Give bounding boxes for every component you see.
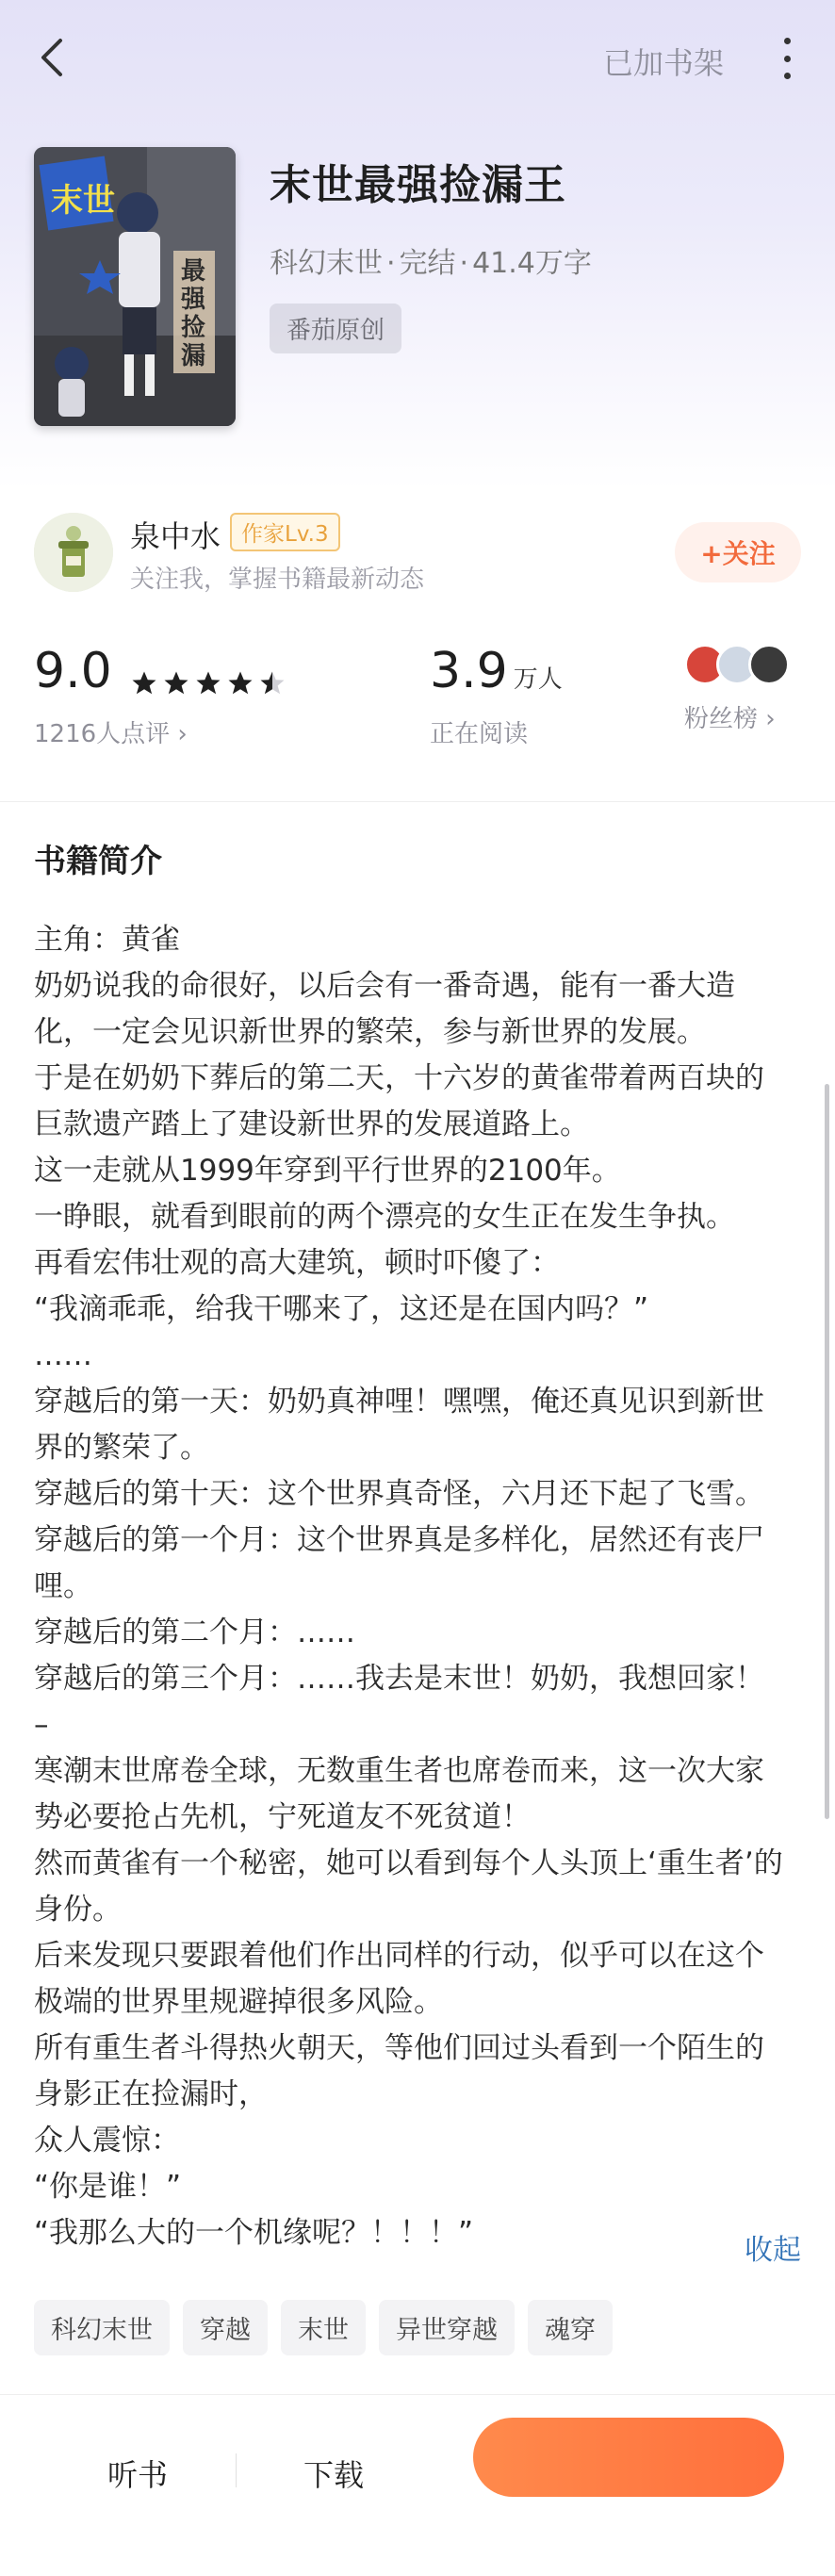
cover-main-text: 末世 (51, 182, 115, 220)
rating-count[interactable]: 1216人点评 › (34, 720, 188, 748)
synopsis-line: – (34, 1708, 49, 1742)
rating-score: 9.0 (34, 643, 112, 699)
book-word-count: 41.4万字 (472, 247, 592, 280)
synopsis-line: 极端的世界里规避掉很多风险。 (34, 1985, 443, 2019)
scrollbar[interactable] (825, 1084, 829, 1819)
synopsis-line: 穿越后的第一天：奶奶真神哩！嘿嘿，俺还真见识到新世 (34, 1385, 764, 1419)
section-divider (0, 801, 835, 802)
synopsis-line: 奶奶说我的命很好，以后会有一番奇遇，能有一番大造 (34, 969, 735, 1003)
original-badge: 番茄原创 (270, 304, 401, 353)
synopsis-line: 然而黄雀有一个秘密，她可以看到每个人头顶上‘重生者’的 (34, 1846, 783, 1880)
synopsis-line: 身影正在捡漏时， (34, 2077, 268, 2111)
more-menu-button[interactable] (773, 34, 801, 83)
avatar-image (34, 513, 113, 592)
tag-chip[interactable]: 异世穿越 (379, 2300, 515, 2355)
fan-avatars (684, 641, 790, 688)
cover-sub-text: 最 强 捡 漏 (181, 257, 206, 370)
synopsis-line: 巨款遗产踏上了建设新世界的发展道路上。 (34, 1108, 589, 1141)
readers-unit: 万人 (513, 665, 563, 694)
book-cover[interactable] (34, 147, 236, 426)
synopsis-line: 穿越后的第一个月：这个世界真是多样化，居然还有丧尸 (34, 1523, 764, 1557)
back-button[interactable] (28, 32, 75, 83)
star-icon (194, 669, 222, 697)
synopsis-line: 主角：黄雀 (34, 923, 180, 957)
listen-button[interactable]: 听书 (107, 2457, 169, 2493)
book-genre[interactable]: 科幻末世 (270, 247, 383, 280)
chevron-left-icon (40, 37, 64, 78)
synopsis-line: 穿越后的第三个月：……我去是末世！奶奶，我想回家！ (34, 1662, 764, 1696)
collapse-button[interactable]: 收起 (745, 2234, 801, 2267)
fan-avatar (748, 644, 790, 685)
synopsis-title: 书籍简介 (34, 843, 162, 880)
tag-chip[interactable]: 穿越 (183, 2300, 268, 2355)
readers-count: 3.9 (430, 643, 508, 699)
author-name[interactable]: 泉中水 (130, 518, 221, 554)
bottom-action-bar (0, 2394, 835, 2576)
synopsis-line: 界的繁荣了。 (34, 1431, 209, 1465)
synopsis-line: 后来发现只要跟着他们作出同样的行动，似乎可以在这个 (34, 1939, 764, 1973)
synopsis-line: 哩。 (34, 1569, 92, 1603)
rating-stars (130, 669, 287, 697)
synopsis-line: 一睁眼，就看到眼前的两个漂亮的女生正在发生争执。 (34, 1200, 735, 1234)
synopsis-line: 再看宏伟壮观的高大建筑，顿时吓傻了： (34, 1246, 560, 1280)
tag-list (34, 2300, 613, 2355)
synopsis-line: 众人震惊： (34, 2124, 180, 2158)
bottom-separator (236, 2453, 237, 2487)
more-icon-dot (784, 38, 791, 44)
synopsis-line: 所有重生者斗得热火朝天，等他们回过头看到一个陌生的 (34, 2031, 764, 2065)
synopsis-line: “你是谁！” (34, 2170, 182, 2204)
star-icon (226, 669, 254, 697)
fans-label[interactable]: 粉丝榜 › (684, 705, 776, 733)
more-icon-dot (784, 56, 791, 62)
download-button[interactable]: 下载 (303, 2457, 365, 2493)
book-info (270, 151, 592, 353)
author-row[interactable] (34, 509, 801, 599)
synopsis-line: “我滴乖乖，给我干哪来了，这还是在国内吗？” (34, 1292, 649, 1326)
author-avatar[interactable] (34, 513, 113, 592)
synopsis-line: 势必要抢占先机，宁死道友不死贫道！ (34, 1800, 531, 1834)
star-icon (130, 669, 158, 697)
follow-button[interactable]: +关注 (675, 522, 801, 582)
synopsis-body (34, 917, 801, 2256)
tag-chip[interactable]: 魂穿 (528, 2300, 613, 2355)
book-meta (270, 239, 592, 281)
readers-stat (430, 641, 563, 749)
tag-chip[interactable]: 科幻末世 (34, 2300, 170, 2355)
synopsis-line: …… (34, 1338, 92, 1372)
rating-stat[interactable] (34, 641, 287, 749)
book-status: 完结 (399, 247, 456, 280)
on-shelf-label[interactable]: 已加书架 (602, 45, 724, 81)
author-subtitle: 关注我，掌握书籍最新动态 (130, 566, 425, 594)
author-level-badge: 作家Lv.3 (230, 513, 340, 551)
top-bar (0, 0, 835, 113)
meta-separator: · (386, 247, 396, 280)
synopsis-line: 这一走就从1999年穿到平行世界的2100年。 (34, 1154, 621, 1188)
readers-label: 正在阅读 (430, 720, 529, 748)
book-title: 末世最强捡漏王 (270, 161, 566, 209)
more-icon-dot (784, 73, 791, 79)
synopsis-line: 身份。 (34, 1893, 122, 1927)
tag-chip[interactable]: 末世 (281, 2300, 366, 2355)
synopsis-line: “我那么大的一个机缘呢？！！！” (34, 2216, 474, 2250)
synopsis-line: 化，一定会见识新世界的繁荣，参与新世界的发展。 (34, 1015, 706, 1049)
synopsis-line: 穿越后的第二个月：…… (34, 1616, 355, 1649)
fans-stat[interactable] (684, 641, 790, 734)
synopsis-section (34, 835, 801, 2256)
meta-separator: · (459, 247, 469, 280)
cover-illustration (34, 147, 236, 426)
stats-row (34, 641, 801, 754)
read-button[interactable] (473, 2418, 784, 2497)
synopsis-line: 穿越后的第十天：这个世界真奇怪，六月还下起了飞雪。 (34, 1477, 764, 1511)
synopsis-line: 寒潮末世席卷全球，无数重生者也席卷而来，这一次大家 (34, 1754, 764, 1788)
synopsis-line: 于是在奶奶下葬后的第二天，十六岁的黄雀带着两百块的 (34, 1061, 764, 1095)
star-icon (258, 669, 287, 697)
star-icon (162, 669, 190, 697)
